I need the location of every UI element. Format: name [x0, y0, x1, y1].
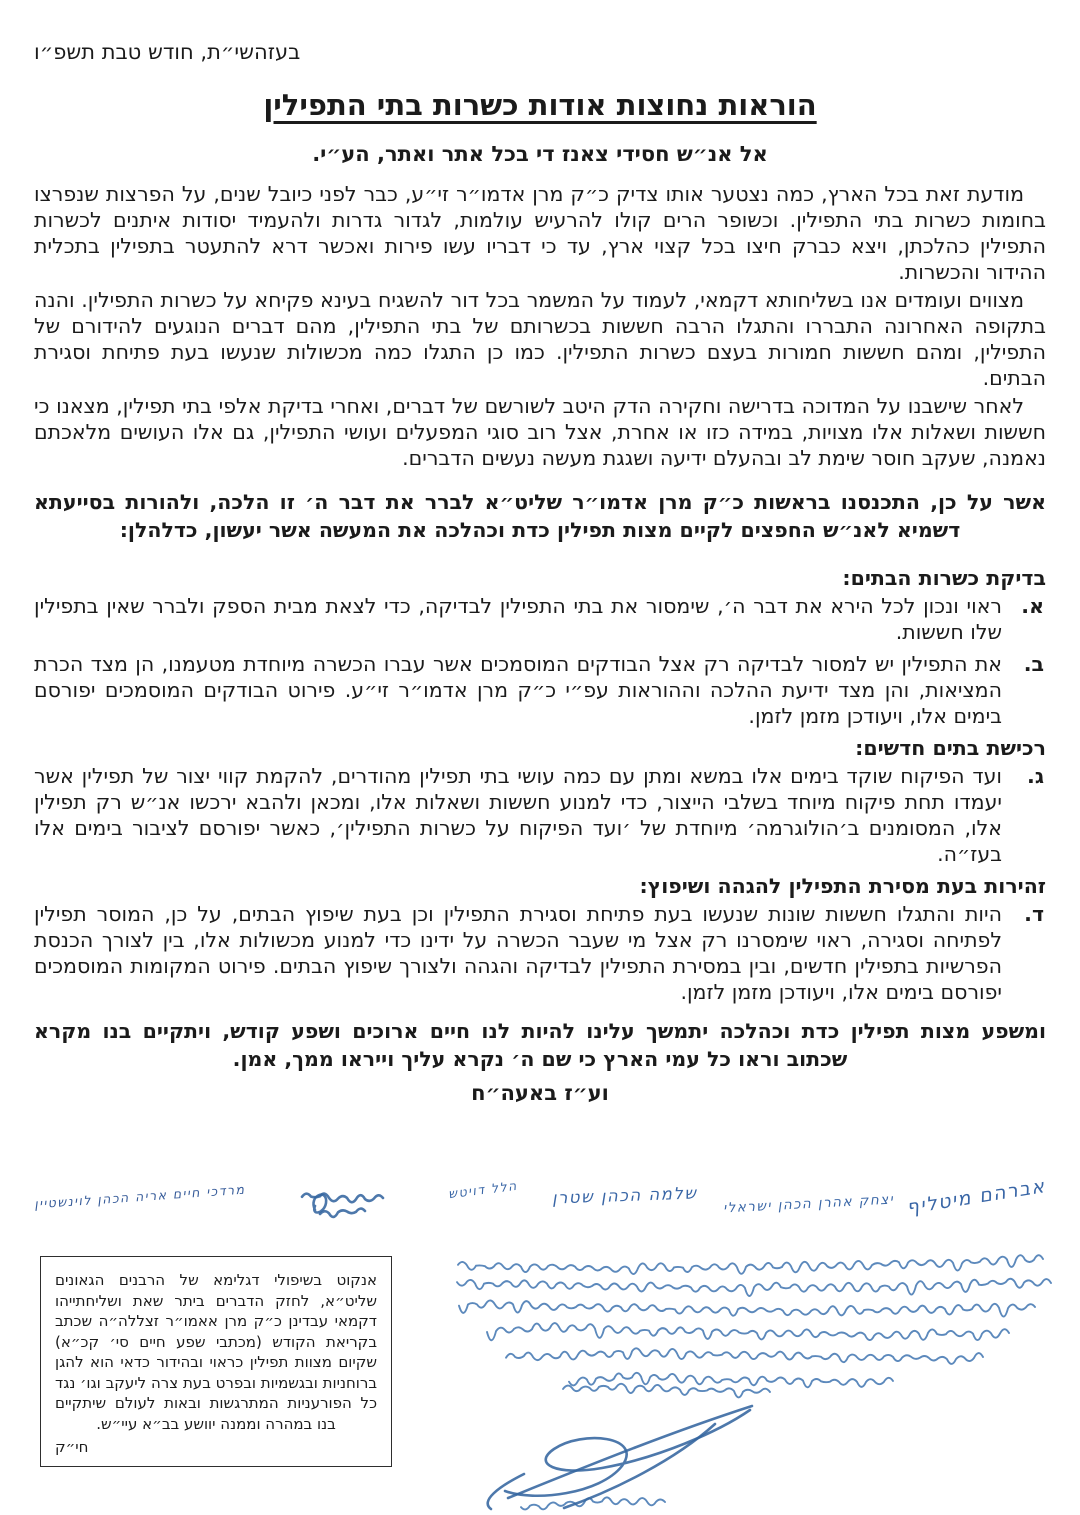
- item-text: ועד הפיקוח שוקד בימים אלו במשא ומתן עם כמה עושי בתי תפילין מהודרים, להקמת קווי יצור של תפילין אשר יעמדו תחת פיקוח מיוחד בשלבי הייצור, כדי למנוע חששות ושאלות אלו, ומכאן ולהבא ירכשו אנ״ש רק תפילין אלו, המסומנים ב׳הולוגרמה׳ מיוחדת של ׳ועד הפיקוח על כשרות התפילין׳, כאשר יפורסם לציבור בימים אלו בעז״ה.: [34, 764, 1002, 866]
- paragraph-1: מודעת זאת בכל הארץ, כמה נצטער אותו צדיק כ״ק מרן אדמו״ר זי״ע, כבר לפני כיובל שנים, על הפרצות שנפרצו בחומות כשרות בתי התפילין. וכשופר הרים קולו להרעיש עולמות, לגדור גדרות ולהעמיד יסודות איתנים לכשרות התפילין כהלכתן, ויצא כברק חיצו בכל קצוי ארץ, עד כי דבריו עשו פירות ואכשר דרא להתעטר בתפילין בתכלית ההידור והכשרות.: [34, 182, 1046, 284]
- section-heading-zehirut-mesira: זהירות בעת מסירת התפילין להגהה ושיפוץ:: [639, 874, 1046, 898]
- list-item-gimel: [34, 763, 1046, 867]
- closing-blessing: ומשפע מצות תפילין כדת וכהלכה יתמשך עלינו להיות לנו חיים ארוכים ושפע קודש, ויתקיים בנו מקרא שכתוב וראו כל עמי הארץ כי שם ה׳ נקרא עליך וייראו ממך, אמן.: [34, 1019, 1046, 1071]
- item-marker: ד.: [1024, 902, 1044, 926]
- list-item-dalet: [34, 901, 1046, 1005]
- list-item-bet: [34, 651, 1046, 729]
- item-marker: ב.: [1023, 652, 1044, 676]
- item-marker: א.: [1021, 594, 1044, 618]
- signature-6: מרדכי חיים אריה הכהן לוינשטיין: [33, 1181, 246, 1212]
- note-box-text: אנקוט בשיפולי דגלימא של הרבנים הגאונים שליט״א, לחזק הדברים ביתר שאת ושליחתייהו דקמאי עבדינן כ״ק מרן אאמו״ר זצללה״ה שכתב בקריאת הקודש (מכתבי שפע חיים סי׳ קכ״א) שקיום מצוות תפילין כראוי ובהידור כדאי הוא להגן ברוחניות ובגשמיות ובפרט בעת צרה ליעקב וגו׳ נגד כל הפורעניות המתרגשות ובאות לעולם שיתקיים בנו במהרה וממנה יוושע בב״א עיי״ש.: [55, 1271, 377, 1433]
- section-heading-rechishat-batim: רכישת בתים חדשים:: [855, 736, 1046, 760]
- signature-intro-line: וע״ז באעה״ח: [471, 1081, 609, 1105]
- page-title: הוראות נחוצות אודות כשרות בתי התפילין: [263, 88, 817, 122]
- hebrew-date: בעזהשי״ת, חודש טבת תשפ״ו: [34, 40, 301, 64]
- item-marker: ג.: [1027, 764, 1044, 788]
- letter-body: [34, 40, 1046, 1105]
- call-to-action: אשר על כן, התכנסנו בראשות כ״ק מרן אדמו״ר שליט״א לברר את דבר ה׳ זו הלכה, ולהורות בסייעתא דשמיא לאנ״ש החפצים לקיים מצות תפילין כדת וכהלכה את המעשה אשר יעשון, כדלהלן:: [34, 490, 1046, 542]
- item-text: את התפילין יש למסור לבדיקה רק אצל הבודקים המוסמכים אשר עברו הכשרה מיוחדת מטעמנו, הן מצד הכרת המציאות, והן מצד ידיעת ההלכה וההוראות עפ״י כ״ק מרן אדמו״ר זי״ע. פירוט הבודקים המוסמכים יפורסם בימים אלו, ויעודכן מזמן לזמן.: [34, 652, 1002, 728]
- printed-note-box: [40, 1256, 392, 1467]
- signature-5-scribble: [291, 1178, 391, 1224]
- date-line: [34, 40, 1046, 64]
- paragraph-2: מצווים ועומדים אנו בשליחותא דקמאי, לעמוד על המשמר בכל דור להשגיח בעינא פקיחא על כשרות התפילין. והנה בתקופה האחרונה התבררו והתגלו הרבה חששות בכשרותם של בתי התפילין, מהם דברים הנוגעים להידורם של התפילין, ומהם חששות חמורות בעצם כשרות התפילין. כמו כן התגלו כמה מכשולות שנעשו בעת פתיחת וסגירת הבתים.: [34, 288, 1046, 390]
- note-box-signoff: חי״ק: [55, 1438, 89, 1456]
- section-heading-bedikat-batim: בדיקת כשרות הבתים:: [842, 566, 1046, 590]
- signature-3: שלמה הכהן שטרן: [552, 1183, 699, 1208]
- item-text: ראוי ונכון לכל הירא את דבר ה׳, שימסור את בתי התפילין לבדיקה, כדי לצאת מבית הספק ולברר שאין בתפילין שלו חששות.: [34, 594, 1002, 644]
- signature-2: יצחק אהרן הכהן ישראלי: [722, 1191, 895, 1217]
- signatures-row: [34, 1172, 1046, 1252]
- signature-4: הלל דויטש: [447, 1177, 519, 1202]
- addressee-line: אל אנ״ש חסידי צאנז די בכל אתר ואתר, הע״י.: [312, 142, 768, 166]
- list-item-alef: [34, 593, 1046, 645]
- handwritten-flourish-signature: [410, 1378, 810, 1513]
- paragraph-3: לאחר שישבנו על המדוכה בדרישה וחקירה הדק היטב לשורשם של דברים, ואחרי בדיקת אלפי בתי תפילין, מצאנו כי חששות ושאלות אלו מצויות, במידה כזו או אחרת, אצל רוב סוגי המפעלים ועושי התפילין, גם אלו העושים מלאכתם נאמנה, שעקב חוסר שימת לב ובהעלם ידיעה ושגגת מעשה נעשים הדברים.: [34, 394, 1046, 470]
- item-text: היות והתגלו חששות שונות שנעשו בעת פתיחת וסגירת התפילין וכן בעת שיפוץ הבתים, על כן, המוסר תפילין לפתיחה וסגירה, ראוי שימסרנו רק אצל מי שעבר הכשרה על ידינו כדי למנוע מכשולות אלו, בין לצורך הכנסת הפרשיות בתפילין חדשים, ובין במסירת התפילין לבדיקה והגהה ולצורך שיפוץ הבתים. פירוט המקומות המוסמכים יפורסם בימים אלו, ויעודכן מזמן לזמן.: [34, 902, 1002, 1004]
- signature-1: אברהם מיטליף: [904, 1175, 1047, 1219]
